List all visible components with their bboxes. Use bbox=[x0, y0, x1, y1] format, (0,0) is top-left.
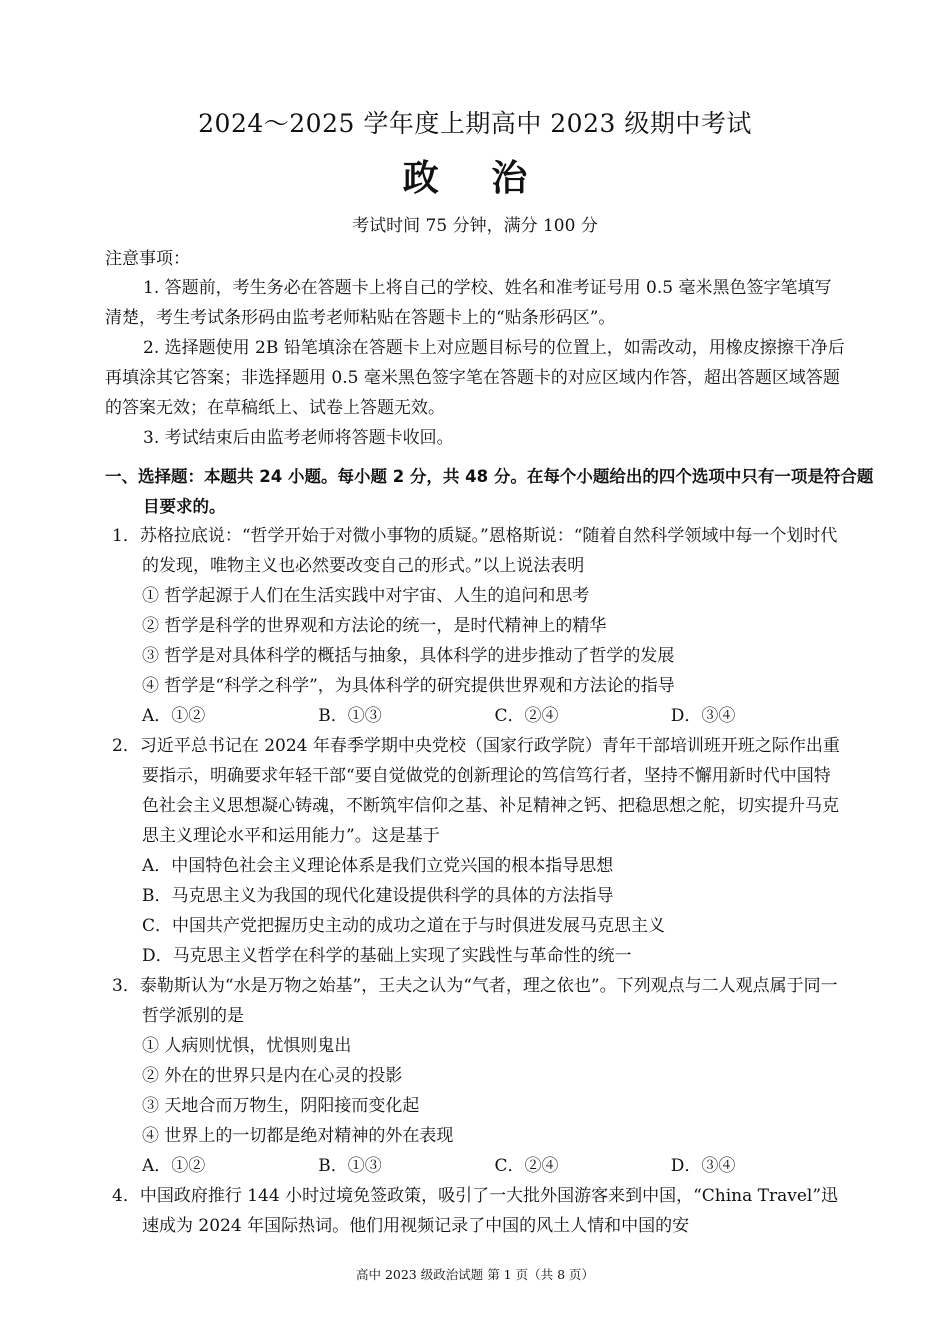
choice-d: D．③④ bbox=[670, 706, 736, 726]
option-b: B．马克思主义为我国的现代化建设提供科学的具体的方法指导 bbox=[142, 886, 614, 906]
question-stem: 1．苏格拉底说：“哲学开始于对微小事物的质疑。”恩格斯说：“随着自然科学领域中每一个划时代的发现，唯物主义也必然要改变自己的形式。”以上说法表明 bbox=[112, 526, 838, 576]
answer-choices bbox=[112, 701, 847, 731]
page-footer: 高中 2023 级政治试题 第 1 页（共 8 页） bbox=[355, 1267, 595, 1282]
statement-item: ① 人病则忧惧，忧惧则鬼出 bbox=[142, 1036, 352, 1056]
answer-choices bbox=[112, 1151, 847, 1181]
notice-item-3: 3. 考试结束后由监考老师将答题卡收回。 bbox=[143, 428, 454, 448]
statement-item: ① 哲学起源于人们在生活实践中对宇宙、人生的追问和思考 bbox=[142, 586, 590, 606]
section-title: 一、选择题：本题共 24 小题。每小题 2 分，共 48 分。在每个小题给出的四个选项中只有一项是符合题目要求的。 bbox=[105, 467, 874, 516]
question-2 bbox=[112, 731, 847, 971]
notice-heading: 注意事项： bbox=[105, 249, 190, 269]
option-d: D．马克思主义哲学在科学的基础上实现了实践性与革命性的统一 bbox=[142, 946, 632, 966]
statement-item: ③ 哲学是对具体科学的概括与抽象，具体科学的进步推动了哲学的发展 bbox=[142, 646, 675, 666]
subject-title: 政 治 bbox=[402, 158, 548, 199]
question-stem: 3．泰勒斯认为“水是万物之始基”，王夫之认为“气者，理之依也”。下列观点与二人观点属于同一哲学派别的是 bbox=[112, 976, 838, 1026]
choice-b: B．①③ bbox=[318, 706, 382, 726]
choice-a: A．①② bbox=[142, 706, 206, 726]
question-4 bbox=[112, 1181, 847, 1241]
exam-time-info: 考试时间 75 分钟，满分 100 分 bbox=[352, 216, 598, 236]
statement-item: ② 哲学是科学的世界观和方法论的统一，是时代精神上的精华 bbox=[142, 616, 607, 636]
question-3 bbox=[112, 971, 847, 1181]
notice-item-1: 1. 答题前，考生务必在答题卡上将自己的学校、姓名和准考证号用 0.5 毫米黑色签字笔填写清楚，考生考试条形码由监考老师粘贴在答题卡上的“贴条形码区”。 bbox=[105, 278, 832, 328]
option-c: C．中国共产党把握历史主动的成功之道在于与时俱进发展马克思主义 bbox=[142, 916, 666, 936]
option-a: A．中国特色社会主义理论体系是我们立党兴国的根本指导思想 bbox=[142, 856, 614, 876]
choice-b: B．①③ bbox=[318, 1156, 382, 1176]
statement-item: ④ 哲学是“科学之科学”，为具体科学的研究提供世界观和方法论的指导 bbox=[142, 676, 675, 696]
statement-item: ④ 世界上的一切都是绝对精神的外在表现 bbox=[142, 1126, 454, 1146]
question-1 bbox=[112, 521, 847, 731]
choice-d: D．③④ bbox=[670, 1156, 736, 1176]
question-stem: 4．中国政府推行 144 小时过境免签政策，吸引了一大批外国游客来到中国，“China Travel”迅速成为 2024 年国际热词。他们用视频记录了中国的风土人情和中国的安 bbox=[112, 1186, 839, 1236]
choice-c: C．②④ bbox=[494, 706, 559, 726]
choice-c: C．②④ bbox=[494, 1156, 559, 1176]
question-stem: 2．习近平总书记在 2024 年春季学期中央党校（国家行政学院）青年干部培训班开班之际作出重要指示，明确要求年轻干部“要自觉做党的创新理论的笃信笃行者，坚持不懈用新时代中国特色社会主义思想凝心铸魂，不断筑牢信仰之基、补足精神之钙、把稳思想之舵，切实提升马克思主义理论水平和运用能力”。这是基于 bbox=[112, 736, 840, 846]
choice-a: A．①② bbox=[142, 1156, 206, 1176]
statement-item: ② 外在的世界只是内在心灵的投影 bbox=[142, 1066, 403, 1086]
statement-item: ③ 天地合而万物生，阴阳接而变化起 bbox=[142, 1096, 420, 1116]
notice-item-2: 2. 选择题使用 2B 铅笔填涂在答题卡上对应题目标号的位置上，如需改动，用橡皮擦擦干净后再填涂其它答案；非选择题用 0.5 毫米黑色签字笔在答题卡的对应区域内作答，超出答题区域答题的答案无效；在草稿纸上、试卷上答题无效。 bbox=[105, 338, 845, 418]
exam-title: 2024～2025 学年度上期高中 2023 级期中考试 bbox=[198, 109, 752, 138]
